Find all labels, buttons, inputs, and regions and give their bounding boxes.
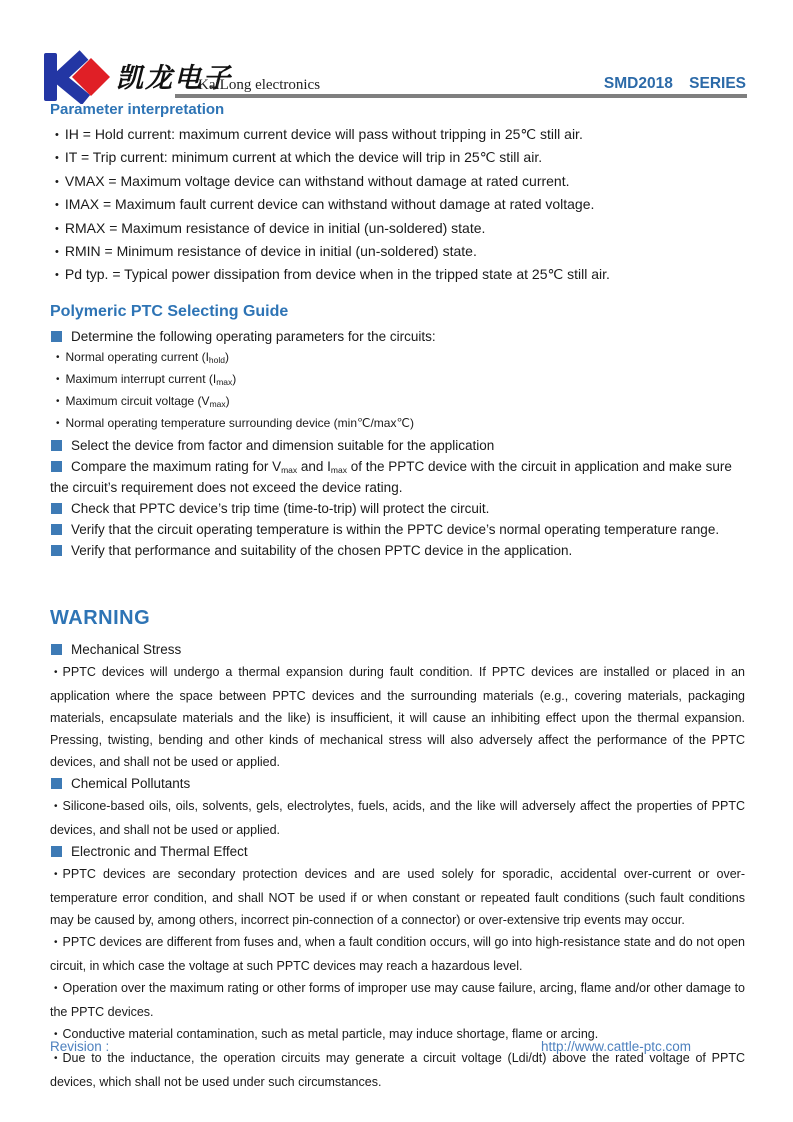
bullet-icon — [51, 461, 62, 472]
dot-bullet-icon — [50, 173, 65, 189]
page-header — [0, 0, 793, 98]
parameter-item-text: IMAX = Maximum fault current device can withstand without damage at rated voltage. — [64, 196, 595, 213]
bullet-icon — [50, 799, 63, 813]
warning-item — [50, 773, 745, 795]
warning-item — [50, 661, 745, 773]
guide-item-text: Select the device from factor and dimension suitable for the application — [71, 437, 495, 453]
kailong-logo-icon — [44, 50, 116, 104]
page-content — [0, 101, 793, 1093]
guide-item-text: Determine the following operating parameters for the circuits: — [71, 328, 436, 344]
bullet-icon — [51, 331, 62, 342]
guide-item-text: Verify that performance and suitability of the chosen PPTC device in the application. — [71, 542, 573, 558]
bullet-icon — [50, 372, 66, 386]
bullet-icon — [50, 394, 66, 408]
parameter-item-text: IH = Hold current: maximum current device will pass without tripping in 25℃ still air. — [64, 126, 583, 142]
guide-item — [50, 347, 745, 369]
warning-list — [50, 639, 745, 1093]
dot-bullet-icon — [50, 220, 65, 236]
guide-item-text: Compare the maximum rating for $V_{max}$ and $I_{max}$ of the PPTC device with the circuit in application and make sure the circuit’s requirement does not exceed the device rating. — [50, 458, 732, 495]
bullet-icon — [51, 524, 62, 535]
parameter-item-text: Pd typ. = Typical power dissipation from device when in the tripped state at 25℃ still air. — [64, 266, 610, 283]
warning-item-text: Operation over the maximum rating or other forms of improper use may cause failure, arcing, flame and/or other damage to the PPTC devices. — [50, 980, 745, 1019]
warning-title: WARNING — [50, 606, 151, 629]
logo-english-text: KaiLong electronics — [198, 77, 321, 93]
guide-item — [50, 413, 745, 435]
guide-item-text: Maximum circuit voltage $(V_{max})$ — [65, 393, 230, 409]
revision-label: Revision : — [50, 1039, 110, 1054]
warning-item-text: PPTC devices are different from fuses and, when a fault condition occurs, will go into high-resistance state and do not open circuit, in which case the voltage at such PPTC devices may reach a hazardous level. — [50, 934, 745, 973]
guide-item — [50, 369, 745, 391]
dot-bullet-icon — [50, 126, 65, 142]
parameter-item — [50, 241, 745, 264]
series-title: SMD2018 SERIES — [603, 75, 746, 92]
bullet-icon — [50, 867, 63, 881]
parameter-list — [50, 124, 745, 288]
logo-chinese-text: 凯龙电子 — [116, 63, 232, 94]
website-link[interactable]: http://www.cattle-ptc.com — [541, 1039, 692, 1054]
bullet-icon — [50, 350, 66, 364]
warning-item — [50, 639, 745, 661]
header-divider — [175, 94, 747, 98]
bullet-icon — [51, 778, 62, 789]
bullet-icon — [50, 981, 63, 995]
warning-item-text: Due to the inductance, the operation circuits may generate a circuit voltage (Ldi/dt) above the rated voltage of PPTC devices, which shall not be used under such circumstances. — [50, 1050, 745, 1089]
guide-item-text: Check that PPTC device’s trip time (time-to-trip) will protect the circuit. — [71, 500, 490, 516]
warning-item-text: Chemical Pollutants — [71, 775, 191, 791]
dot-bullet-icon — [50, 243, 65, 259]
guide-item-text: Normal operating temperature surrounding device (min℃/max℃) — [65, 415, 414, 430]
warning-item-text: Mechanical Stress — [71, 641, 182, 657]
warning-item — [50, 931, 745, 977]
guide-item — [50, 498, 745, 519]
selecting-guide-title: Polymeric PTC Selecting Guide — [50, 302, 289, 320]
warning-item-text: Conductive material contamination, such as metal particle, may induce shortage, flame or arcing. — [62, 1026, 599, 1041]
parameter-item — [50, 264, 745, 287]
bullet-icon — [51, 644, 62, 655]
warning-item — [50, 841, 745, 863]
parameter-item — [50, 218, 745, 241]
parameter-item — [50, 124, 745, 147]
warning-item-text: PPTC devices are secondary protection devices and are used solely for sporadic, accidental over-current or over-temperature error condition, and shall NOT be used if or when constant or repeated fault conditions (such fault conditions may be caused by, among others, incorrect pin-connection of a connector) or over-extensive trip events may occur. — [50, 866, 745, 927]
bullet-icon — [50, 416, 66, 430]
dot-bullet-icon — [50, 196, 65, 212]
parameter-item-text: RMAX = Maximum resistance of device in initial (un-soldered) state. — [64, 219, 486, 236]
warning-item — [50, 795, 745, 841]
bullet-icon — [51, 440, 62, 451]
guide-item — [50, 540, 745, 561]
warning-item — [50, 977, 745, 1023]
bullet-icon — [50, 665, 63, 679]
bullet-icon — [51, 503, 62, 514]
dot-bullet-icon — [50, 149, 65, 165]
guide-item — [50, 326, 745, 347]
parameter-item-text: VMAX = Maximum voltage device can withstand without damage at rated current. — [64, 172, 570, 189]
guide-item-text: Verify that the circuit operating temperature is within the PPTC device’s normal operating temperature range. — [71, 521, 720, 537]
guide-item — [50, 456, 745, 498]
guide-item — [50, 435, 745, 456]
parameter-item — [50, 171, 745, 194]
warning-item-text: Electronic and Thermal Effect — [71, 843, 248, 859]
warning-item-text: PPTC devices will undergo a thermal expansion during fault condition. If PPTC devices are installed or placed in an application where the space between PPTC devices and the surrounding materials (e.g., covering materials, packaging materials, encapsulate materials and the like) is insufficient, it will cause an inhibiting effect upon the thermal expansion. Pressing, twisting, bending and other kinds of mechanical stress will also adversely affect the performance of the PPTC devices, and shall not be used or applied. — [50, 664, 745, 769]
bullet-icon — [51, 545, 62, 556]
guide-item — [50, 519, 745, 540]
parameter-item-text: IT = Trip current: minimum current at which the device will trip in 25℃ still air. — [64, 149, 543, 166]
bullet-icon — [50, 935, 63, 949]
guide-item-text: Normal operating current $(I_{hold})$ — [65, 349, 229, 365]
guide-item-text: Maximum interrupt current $(I_{max})$ — [65, 371, 237, 387]
parameter-item — [50, 147, 745, 170]
guide-item — [50, 391, 745, 413]
parameter-item-text: RMIN = Minimum resistance of device in initial (un-soldered) state. — [64, 243, 477, 260]
bullet-icon — [51, 846, 62, 857]
parameter-item — [50, 194, 745, 217]
selecting-guide-list — [50, 326, 745, 561]
warning-item-text: Silicone-based oils, oils, solvents, gels, electrolytes, fuels, acids, and the like will adversely affect the properties of PPTC devices, and shall not be used or applied. — [50, 798, 745, 837]
dot-bullet-icon — [50, 266, 65, 282]
parameter-interpretation-title: Parameter interpretation — [50, 101, 225, 118]
warning-item — [50, 863, 745, 931]
